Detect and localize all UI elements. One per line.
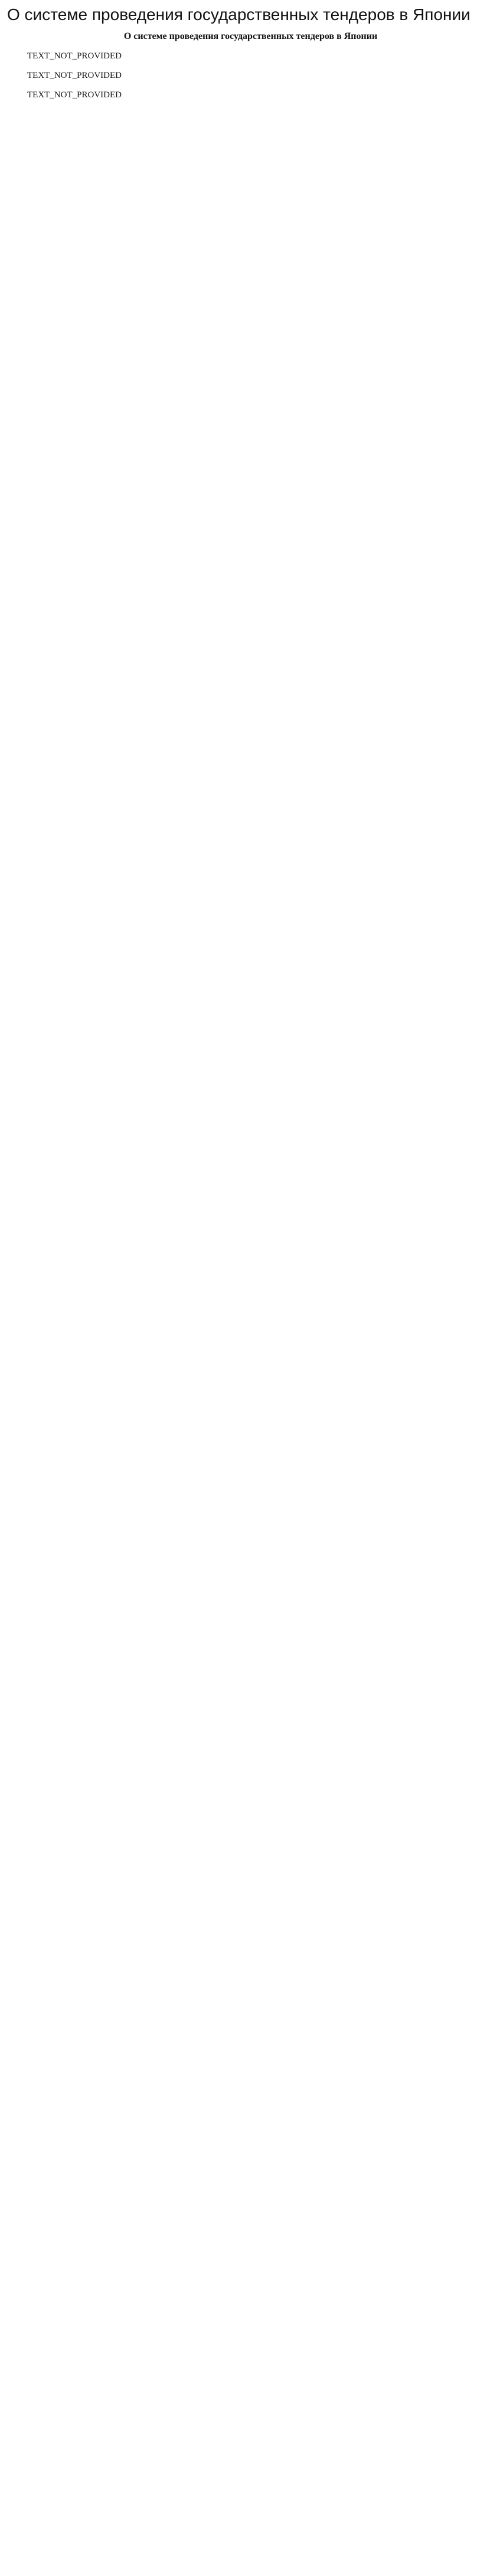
paragraph: TEXT_NOT_PROVIDED — [27, 90, 122, 100]
article-title: О системе проведения государственных тендеров в Японии — [123, 31, 378, 41]
page-title: О системе проведения государственных тендеров в Японии — [7, 5, 470, 24]
paragraph: TEXT_NOT_PROVIDED — [27, 51, 122, 61]
paragraph: TEXT_NOT_PROVIDED — [27, 70, 122, 80]
article-body — [7, 50, 494, 101]
